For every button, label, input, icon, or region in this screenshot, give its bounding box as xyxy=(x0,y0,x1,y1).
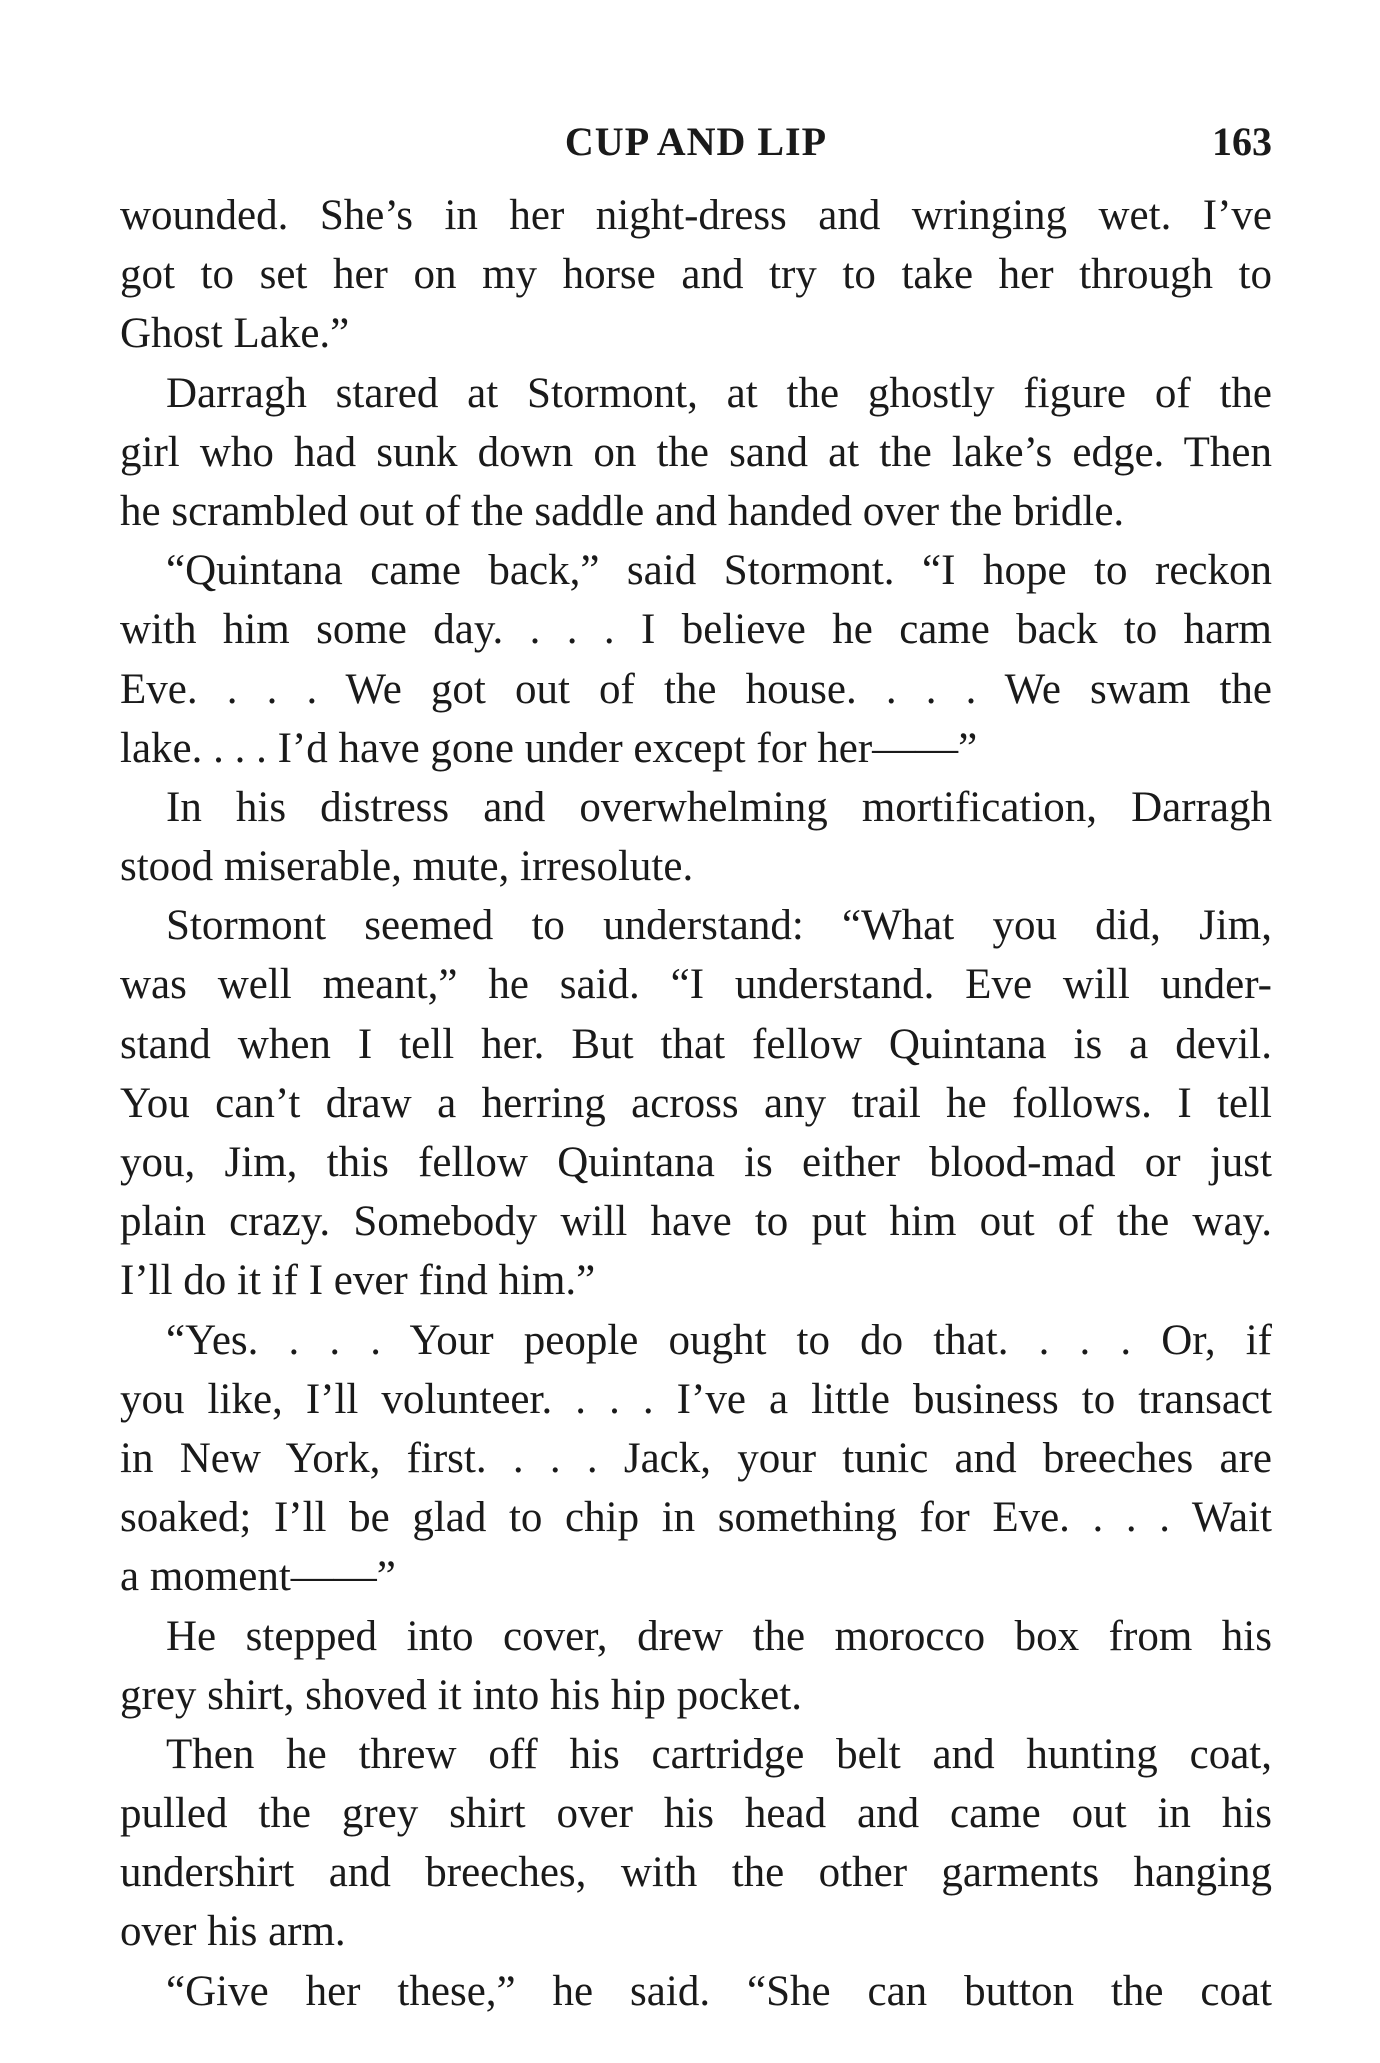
body-text xyxy=(120,186,1272,2021)
paragraph xyxy=(120,778,1272,896)
paragraph xyxy=(120,364,1272,542)
paragraph xyxy=(120,1311,1272,1607)
text-line: Eve. . . . We got out of the house. . . . We swam the xyxy=(120,665,1272,713)
text-line: “Yes. . . . Your people ought to do that. . . . Or, if xyxy=(166,1316,1272,1364)
text-line: He stepped into cover, drew the morocco box from his xyxy=(166,1612,1272,1660)
text-line: You can’t draw a herring across any trail he follows. I tell xyxy=(120,1079,1272,1127)
page-number: 163 xyxy=(1212,119,1272,164)
text-line: a moment——” xyxy=(120,1553,396,1601)
text-line: pulled the grey shirt over his head and came out in his xyxy=(120,1790,1272,1838)
paragraph xyxy=(120,896,1272,1310)
text-line: In his distress and overwhelming mortification, Darragh xyxy=(166,783,1272,831)
paragraph xyxy=(120,1725,1272,1962)
text-line: soaked; I’ll be glad to chip in something for Eve. . . . Wait xyxy=(120,1494,1272,1542)
paragraph xyxy=(120,541,1272,778)
text-line: in New York, first. . . . Jack, your tunic and breeches are xyxy=(120,1434,1272,1482)
text-line: lake. . . . I’d have gone under except for her——” xyxy=(120,724,978,772)
running-head xyxy=(120,112,1272,172)
paragraph xyxy=(120,1607,1272,1725)
text-line: Ghost Lake.” xyxy=(120,310,350,358)
text-line: he scrambled out of the saddle and handed over the bridle. xyxy=(120,487,1125,535)
text-line: stand when I tell her. But that fellow Quintana is a devil. xyxy=(120,1020,1272,1068)
text-line: plain crazy. Somebody will have to put him out of the way. xyxy=(120,1198,1272,1246)
text-line: was well meant,” he said. “I understand. Eve will under- xyxy=(120,961,1272,1009)
text-line: wounded. She’s in her night-dress and wringing wet. I’ve xyxy=(120,192,1272,239)
text-line: over his arm. xyxy=(120,1908,346,1956)
text-line: “Quintana came back,” said Stormont. “I hope to reckon xyxy=(166,547,1272,595)
text-line: Darragh stared at Stormont, at the ghostly figure of the xyxy=(166,369,1272,417)
text-line: undershirt and breeches, with the other garments hanging xyxy=(120,1849,1272,1897)
text-line: you, Jim, this fellow Quintana is either blood-mad or just xyxy=(120,1139,1272,1186)
text-line: Then he threw off his cartridge belt and hunting coat, xyxy=(166,1730,1272,1778)
paragraph xyxy=(120,1962,1272,2021)
text-line: you like, I’ll volunteer. . . . I’ve a little business to transact xyxy=(120,1375,1272,1423)
text-line: girl who had sunk down on the sand at the lake’s edge. Then xyxy=(120,428,1272,476)
text-line: with him some day. . . . I believe he came back to harm xyxy=(120,606,1272,654)
text-line: “Give her these,” he said. “She can button the coat xyxy=(166,1967,1272,2015)
text-line: grey shirt, shoved it into his hip pocket. xyxy=(120,1671,802,1719)
text-line: got to set her on my horse and try to take her through to xyxy=(120,251,1272,299)
running-title: CUP AND LIP xyxy=(564,119,828,164)
text-line: stood miserable, mute, irresolute. xyxy=(120,843,694,891)
text-line: Stormont seemed to understand: “What you did, Jim, xyxy=(166,902,1272,950)
paragraph xyxy=(120,186,1272,364)
text-line: I’ll do it if I ever find him.” xyxy=(120,1257,596,1305)
